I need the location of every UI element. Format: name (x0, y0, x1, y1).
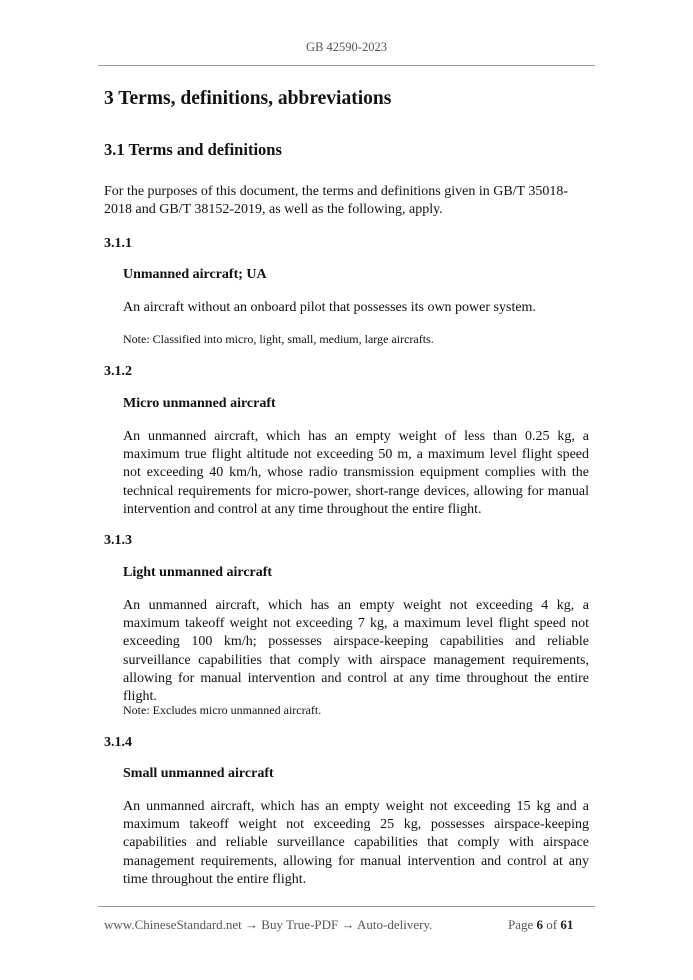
header-divider (98, 65, 595, 66)
clause-number: 3.1.1 (104, 236, 132, 251)
term-definition: An unmanned aircraft, which has an empty weight not exceeding 4 kg, a maximum takeoff weight not exceeding 7 kg, a maximum level flight speed not exceeding 100 km/h; possesses airspace-keeping capabilities and reliable surveillance capabilities that comply with airspace management requirements, allowing for manual intervention and control at any time throughout the entire flight. (123, 598, 589, 705)
term-note: Note: Classified into micro, light, small, medium, large aircrafts. (123, 332, 434, 346)
page-current-number: 6 (536, 917, 544, 932)
section-title: 3 Terms, definitions, abbreviations (104, 88, 392, 109)
term-heading: Unmanned aircraft; UA (123, 267, 267, 282)
document-id-header: GB 42590-2023 (306, 40, 387, 54)
term-definition: An aircraft without an onboard pilot that possesses its own power system. (123, 300, 536, 315)
page-indicator (508, 917, 573, 933)
term-heading: Small unmanned aircraft (123, 766, 274, 781)
term-note: Note: Excludes micro unmanned aircraft. (123, 703, 322, 717)
term-definition: An unmanned aircraft, which has an empty weight not exceeding 15 kg and a maximum takeoff weight not exceeding 25 kg, possesses airspace-keeping capabilities and reliable surveillance capabilities that comply with airspace management requirements, allowing for manual intervention and control at any time throughout the entire flight. (123, 799, 589, 887)
intro-paragraph: For the purposes of this document, the terms and definitions given in GB/T 35018-2018 and GB/T 38152-2019, as well as the following, apply. (104, 184, 569, 218)
clause-number: 3.1.2 (104, 364, 132, 379)
page-total-number: 61 (560, 917, 574, 932)
clause-number: 3.1.3 (104, 533, 132, 548)
footer-link-text[interactable]: www.ChineseStandard.net → Buy True-PDF → Auto-delivery. (104, 917, 433, 932)
term-heading: Light unmanned aircraft (123, 565, 273, 580)
term-heading: Micro unmanned aircraft (123, 396, 276, 411)
clause-number: 3.1.4 (104, 735, 132, 750)
page-label: Page (508, 917, 534, 932)
footer-divider (98, 906, 595, 907)
subsection-title: 3.1 Terms and definitions (104, 140, 282, 159)
page-of-label: of (546, 917, 558, 932)
term-definition: An unmanned aircraft, which has an empty weight of less than 0.25 kg, a maximum true flight altitude not exceeding 50 m, a maximum level flight speed not exceeding 40 km/h, whose radio transmission equipment complies with the technical requirements for micro-power, short-range devices, allowing for manual intervention and control at any time throughout the entire flight. (123, 429, 589, 517)
